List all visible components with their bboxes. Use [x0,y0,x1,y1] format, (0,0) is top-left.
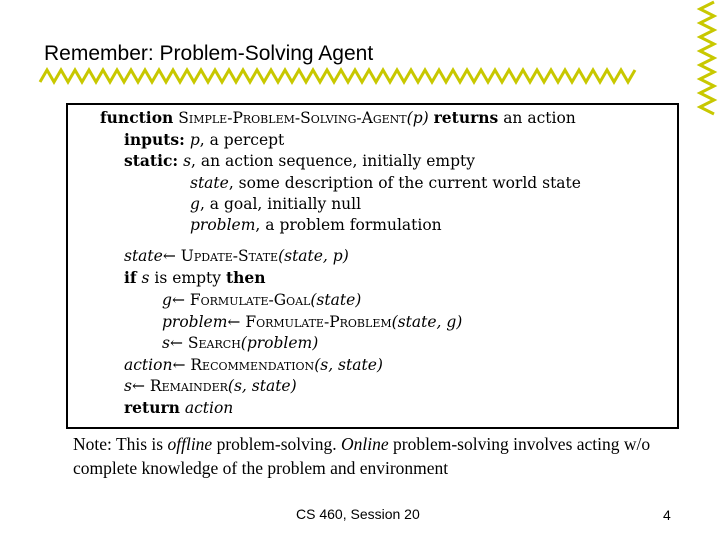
assign-arrow: ← [162,247,176,265]
var-g: g [190,195,200,213]
fn-args: (state, p) [278,247,349,265]
fn-recommendation: Recommendation [190,356,315,374]
note-part: problem-solving involves acting w/o complete knowledge of the problem and environment [73,434,651,478]
fn-args: (state) [310,291,362,309]
function-name: Simple-Problem-Solving-Agent [178,109,407,127]
function-params: (p) [406,109,429,127]
fn-update-state: Update-State [180,247,279,265]
kw-returns: returns [433,108,499,127]
algo-line-recommendation [124,356,383,374]
algorithm-pseudocode [68,105,677,427]
fn-formulate-goal: Formulate-Goal [189,291,311,309]
var-action: action [124,356,173,374]
slide-title: Remember: Problem-Solving Agent [44,42,374,65]
fn-formulate-problem: Formulate-Problem [245,313,392,331]
assign-arrow: ← [171,291,185,309]
var-state: state [190,174,229,192]
fn-search: Search [187,334,241,352]
kw-inputs: inputs: [124,130,185,149]
algo-line-search [162,334,318,352]
fn-args: (problem) [240,334,319,352]
var-state: state [124,247,163,265]
inputs-desc: , a percept [199,131,285,149]
static-desc: , an action sequence, initially empty [191,152,475,170]
var-s: s [141,269,150,287]
algo-line-if [124,269,266,287]
static-desc: , some description of the current world state [228,174,581,192]
kw-return: return [124,398,180,417]
kw-function: function [100,108,174,127]
algo-line-formulate-goal [162,291,361,309]
algo-static-3 [190,216,442,234]
returns-text: an action [503,109,576,127]
algo-line-return [124,399,233,417]
assign-arrow: ← [131,377,145,395]
var-s: s [183,152,192,170]
page-number: 4 [663,507,671,523]
assign-arrow: ← [169,334,183,352]
var-g: g [162,291,172,309]
fn-args: (s, state) [227,377,297,395]
var-action: action [184,399,234,417]
fn-remainder: Remainder [149,377,228,395]
var-s: s [124,377,132,395]
note-offline: offline [167,434,213,454]
static-desc: , a goal, initially null [199,195,362,213]
kw-then: then [225,268,266,287]
algo-inputs [124,131,284,149]
var-problem: problem [162,313,228,331]
slide-footer: CS 460, Session 20 [296,506,420,522]
algo-line-update-state [124,247,349,265]
var-p: p [189,131,200,149]
algo-static-0 [124,152,475,170]
algo-static-2 [190,195,361,213]
assign-arrow: ← [227,313,241,331]
kw-static: static: [124,151,179,170]
if-condition-text: is empty [154,269,222,287]
fn-args: (s, state) [314,356,383,374]
algo-line-formulate-problem [162,313,462,331]
algorithm-box [66,103,679,429]
note-text [73,432,693,480]
var-s: s [162,334,170,352]
var-problem: problem [190,216,256,234]
assign-arrow: ← [172,356,186,374]
note-part: Note: This is [73,434,168,454]
note-online: Online [341,434,389,454]
static-desc: , a problem formulation [255,216,442,234]
fn-args: (state, g) [391,313,463,331]
algo-line-remainder [124,377,297,395]
algo-header [100,109,576,127]
note-part: problem-solving. [212,434,342,454]
kw-if: if [124,268,137,287]
algo-static-1 [190,174,581,192]
